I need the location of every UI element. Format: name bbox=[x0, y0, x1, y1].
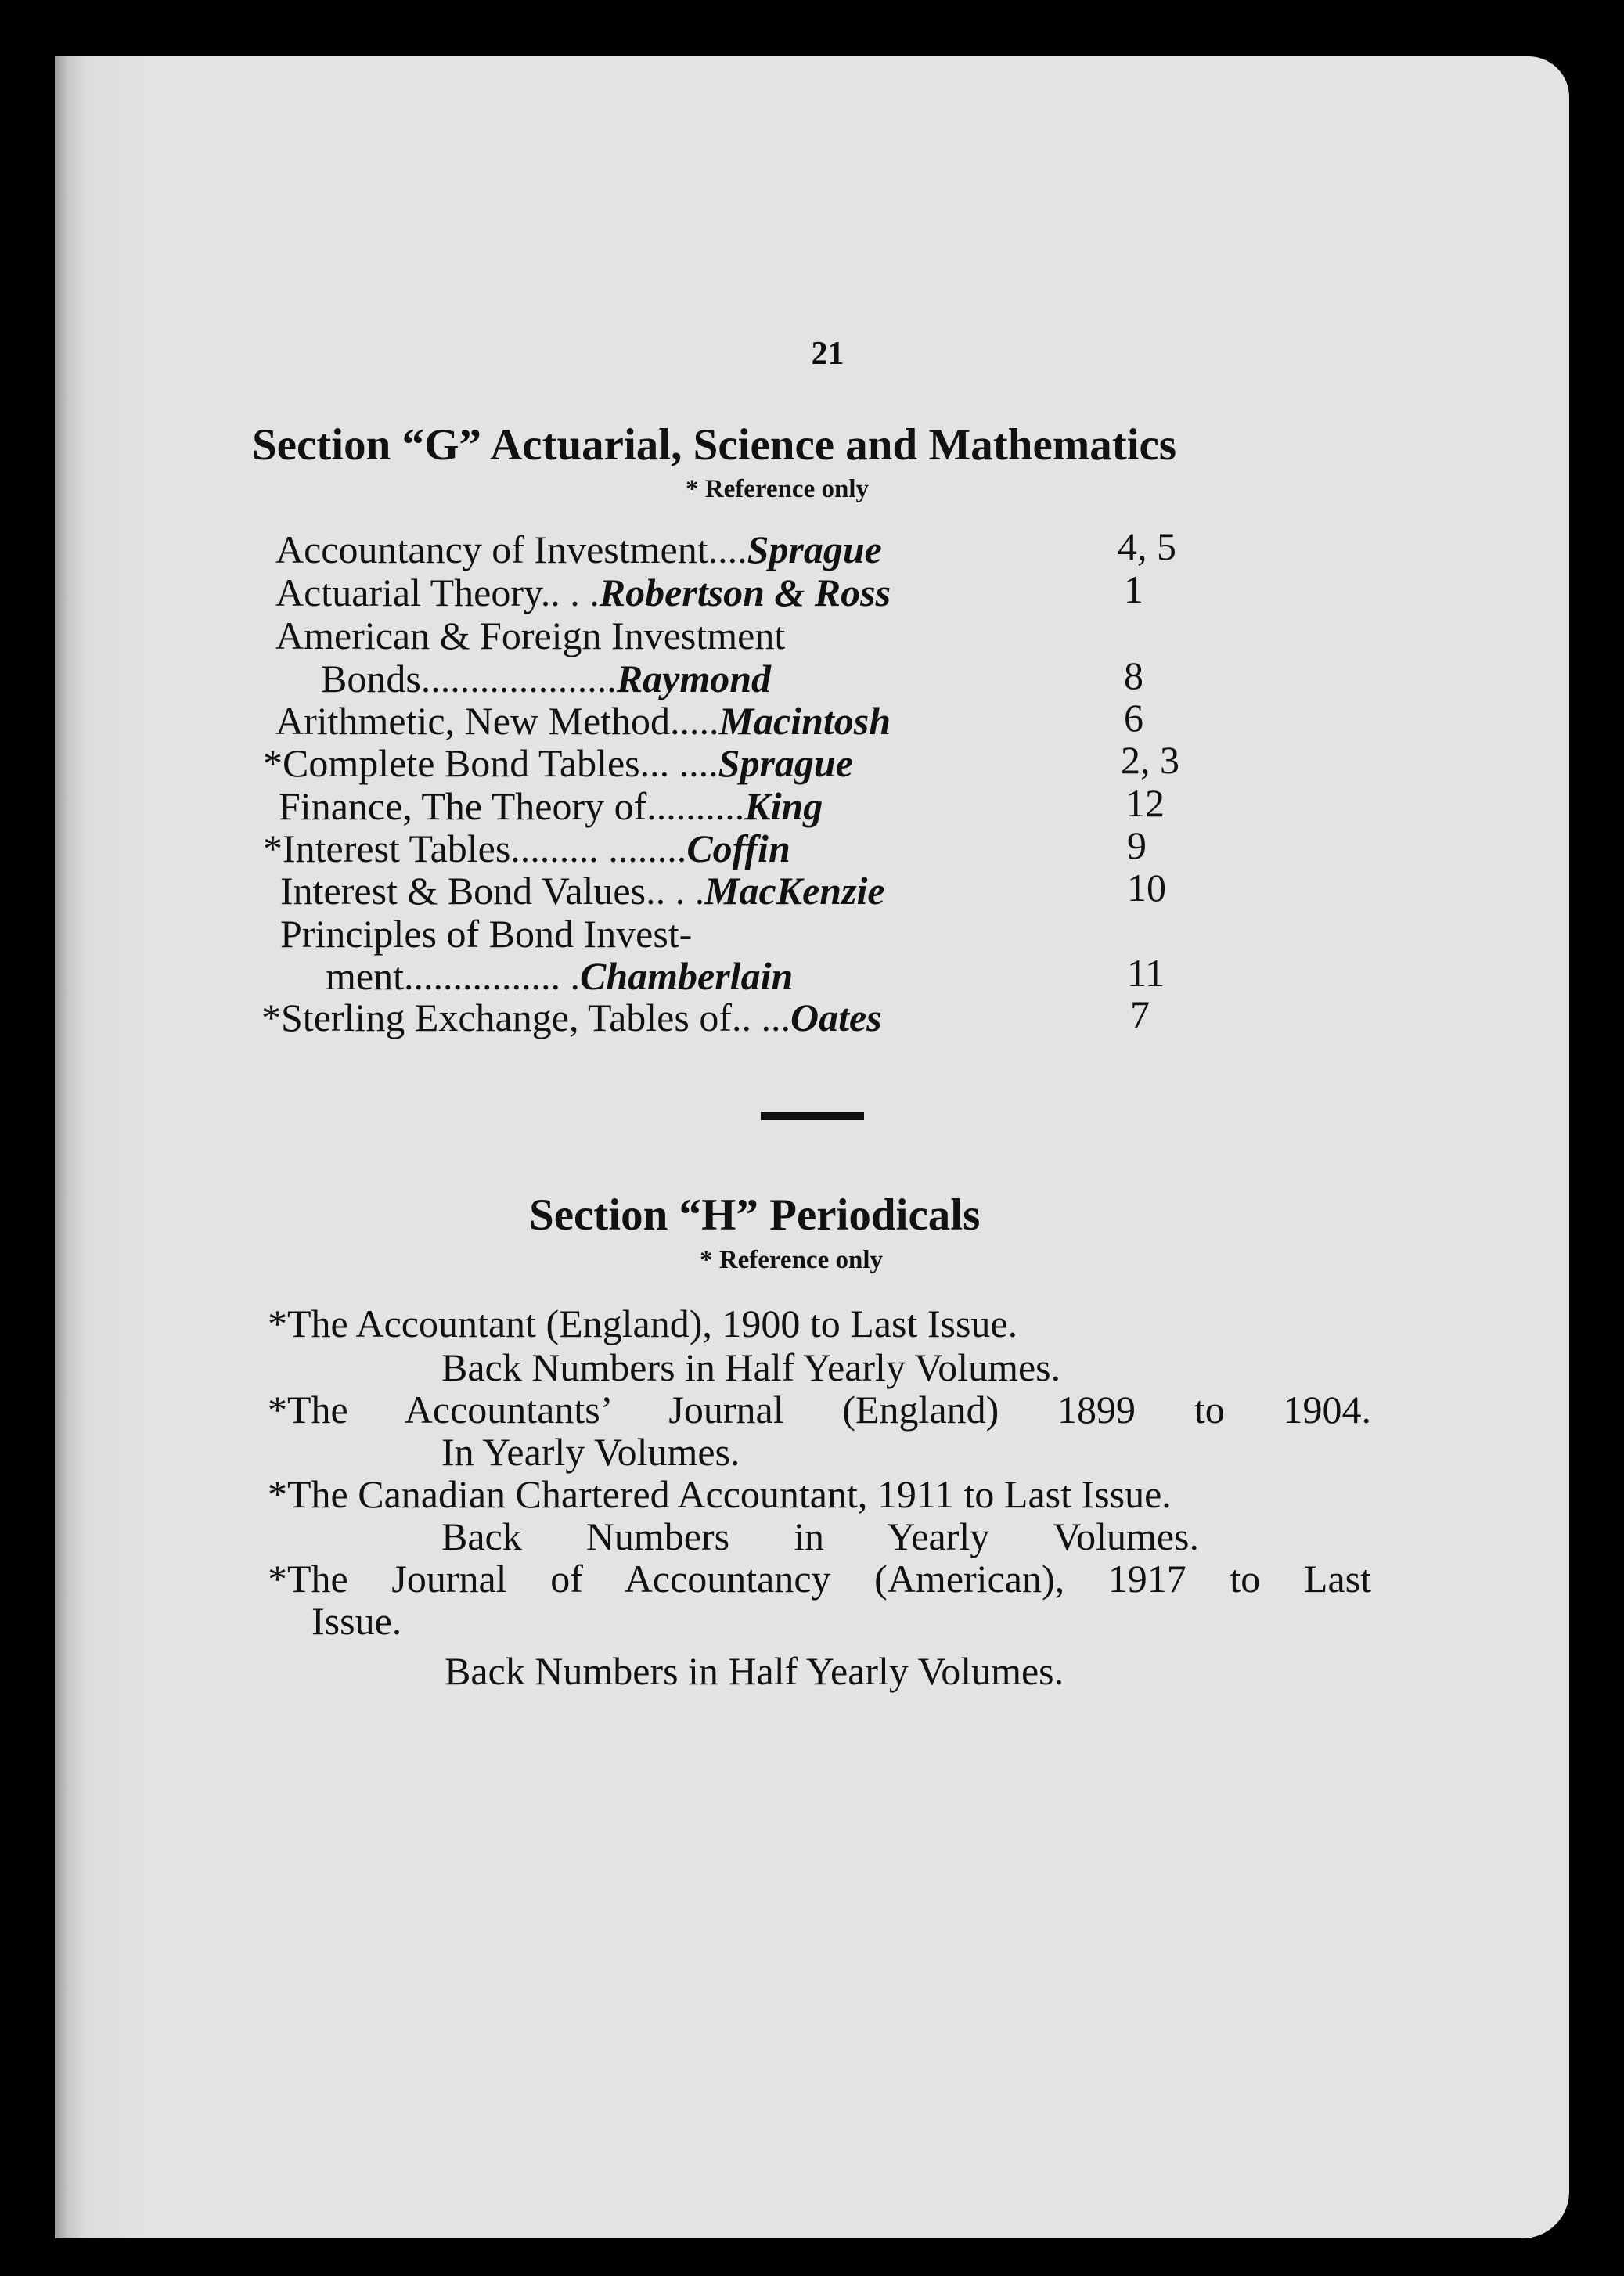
section-g-entry: ment................ .Chamberlain bbox=[326, 954, 794, 998]
entry-numbers: 2, 3 bbox=[1121, 738, 1179, 782]
periodical-line: *The Accountant (England), 1900 to Last Issue. bbox=[268, 1302, 1018, 1345]
page-spine-shadow bbox=[55, 56, 149, 2238]
periodical-line: *The Journal of Accountancy (American), 1917 to Last bbox=[268, 1557, 1371, 1601]
section-g-title: Section “G” Actuarial, Science and Mathematics bbox=[252, 420, 1177, 470]
section-g-entry: Actuarial Theory.. . .Robertson & Ross bbox=[275, 571, 891, 614]
entry-numbers: 8 bbox=[1124, 654, 1143, 697]
entry-numbers: 7 bbox=[1130, 992, 1150, 1036]
entry-numbers: 4, 5 bbox=[1118, 524, 1176, 568]
entry-numbers: 12 bbox=[1125, 781, 1165, 825]
book-page bbox=[55, 56, 1569, 2238]
periodical-line: *The Accountants’ Journal (England) 1899 to 1904. bbox=[268, 1388, 1371, 1432]
section-g-entry: *Sterling Exchange, Tables of.. ...Oates bbox=[261, 996, 882, 1039]
periodical-line: Back Numbers in Half Yearly Volumes. bbox=[445, 1649, 1064, 1693]
section-h-title: Section “H” Periodicals bbox=[529, 1190, 981, 1240]
section-g-entry: American & Foreign Investment bbox=[275, 614, 786, 657]
entry-numbers: 10 bbox=[1127, 866, 1166, 909]
section-h-note: * Reference only bbox=[700, 1246, 883, 1274]
section-g-entry: Arithmetic, New Method.....Macintosh bbox=[275, 699, 891, 743]
entry-numbers: 9 bbox=[1127, 823, 1147, 867]
entry-numbers: 6 bbox=[1124, 696, 1143, 740]
entry-numbers: 1 bbox=[1124, 567, 1143, 611]
periodical-line: In Yearly Volumes. bbox=[441, 1430, 740, 1474]
section-g-entry: *Complete Bond Tables... ....Sprague bbox=[263, 741, 853, 785]
periodical-line: Back Numbers in Yearly Volumes. bbox=[441, 1514, 1199, 1558]
section-g-entry: Accountancy of Investment....Sprague bbox=[275, 528, 882, 571]
section-g-note: * Reference only bbox=[686, 475, 869, 503]
periodical-line: Issue. bbox=[311, 1599, 402, 1643]
periodical-line: *The Canadian Chartered Accountant, 1911 to Last Issue. bbox=[268, 1472, 1172, 1516]
section-g-entry: Interest & Bond Values.. . .MacKenzie bbox=[280, 869, 885, 913]
entry-numbers: 11 bbox=[1127, 951, 1165, 995]
section-g-entry: Finance, The Theory of..........King bbox=[279, 784, 823, 828]
section-g-entry: Principles of Bond Invest- bbox=[280, 912, 693, 956]
section-g-entry: *Interest Tables......... ........Coffin bbox=[263, 826, 790, 870]
periodical-line: Back Numbers in Half Yearly Volumes. bbox=[441, 1345, 1061, 1389]
page-number: 21 bbox=[811, 336, 844, 372]
section-divider-rule bbox=[761, 1112, 864, 1120]
section-g-entry: Bonds....................Raymond bbox=[321, 657, 772, 700]
